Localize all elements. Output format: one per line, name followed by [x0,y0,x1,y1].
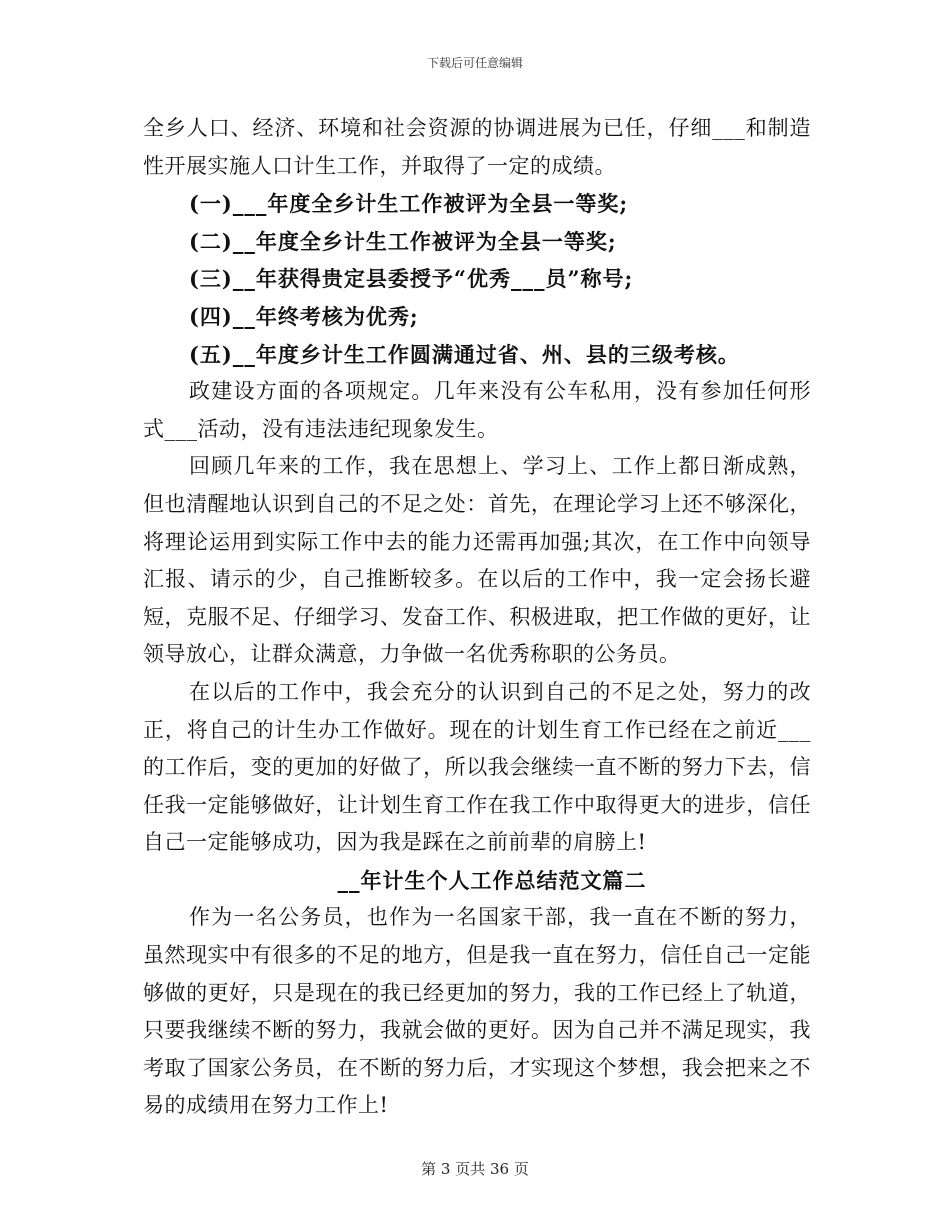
achievement-item: (二)__年度全乡计生工作被评为全县一等奖; [189,228,617,254]
achievement-item: (五)__年度乡计生工作圆满通过省、州、县的三级考核。 [189,341,740,367]
achievement-item: (四)__年终考核为优秀; [189,303,419,329]
page-header: 下载后可任意编辑 [426,56,523,70]
paragraph-civil-servant: 作为一名公务员，也作为一名国家干部，我一直在不断的努力，虽然现实中有很多的不足的地方，但是我一直在努力，信任自己一定能够做的更好，只是现在的我已经更加的努力，我的工作已经上了轨道，只要我继续不断的努力，我就会做的更好。因为自己并不满足现实，我考取了国家公务员，在不断的努力后，才实现这个梦想，我会把来之不易的成绩用在努力工作上! [143,905,811,1118]
achievement-item: (三)__年获得贵定县委授予“优秀___员”称号; [189,266,634,292]
section-title: __年计生个人工作总结范文篇二 [337,867,647,893]
achievement-list [143,185,811,373]
document-body [143,110,811,1125]
paragraph-discipline: 政建设方面的各项规定。几年来没有公车私用，没有参加任何形式___活动，没有违法违纪现象发生。 [143,379,811,441]
page-number: 第 3 页共 36 页 [421,1160,529,1178]
paragraph-review: 回顾几年来的工作，我在思想上、学习上、工作上都日渐成熟，但也清醒地认识到自己的不足之处：首先，在理论学习上还不够深化，将理论运用到实际工作中去的能力还需再加强;其次，在工作中向领导汇报、请示的少，自己推断较多。在以后的工作中，我一定会扬长避短，克服不足、仔细学习、发奋工作、积极进取，把工作做的更好，让领导放心，让群众满意，力争做一名优秀称职的公务员。 [143,454,811,667]
intro-paragraph: 全乡人口、经济、环境和社会资源的协调进展为已任，仔细___和制造性开展实施人口计生工作，并取得了一定的成绩。 [143,116,811,178]
achievement-item: (一)___年度全乡计生工作被评为全县一等奖; [189,191,629,217]
paragraph-outlook: 在以后的工作中，我会充分的认识到自己的不足之处，努力的改正，将自己的计生办工作做好。现在的计划生育工作已经在之前近___的工作后，变的更加的好做了，所以我会继续一直不断的努力下去，信任我一定能够做好，让计划生育工作在我工作中取得更大的进步，信任自己一定能够成功，因为我是踩在之前前辈的肩膀上! [143,679,811,855]
